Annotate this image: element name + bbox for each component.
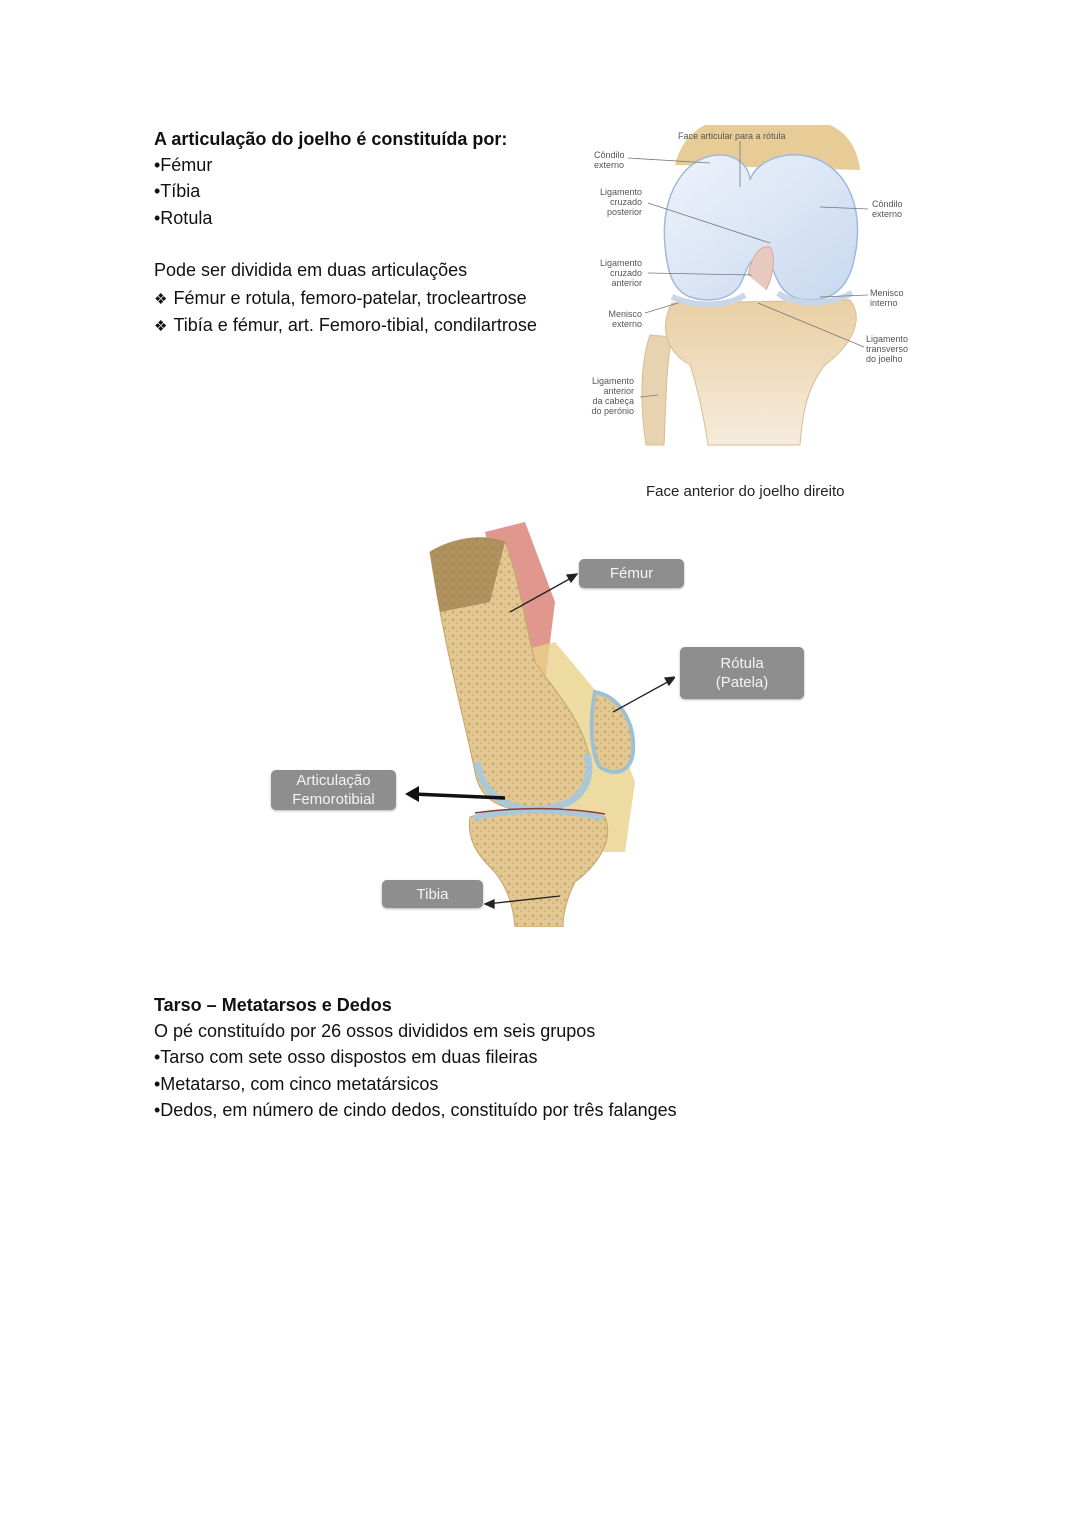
label-ligamento-cruzado-posterior: Ligamento cruzado posterior: [599, 187, 642, 217]
figure1-caption: Face anterior do joelho direito: [646, 483, 845, 500]
tag-femur: Fémur: [579, 559, 684, 588]
label-ligamento-cruzado-anterior: Ligamento cruzado anterior: [599, 258, 642, 288]
tarso-line: •Dedos, em número de cindo dedos, constituído por três falanges: [154, 1100, 677, 1120]
label-condilo-externo-left: Côndilo externo: [594, 150, 625, 170]
tag-tibia: Tibia: [382, 880, 483, 908]
tag-rotula: Rótula (Patela): [680, 647, 804, 699]
tarso-line: O pé constituído por 26 ossos divididos em seis grupos: [154, 1021, 596, 1041]
joints-intro: Pode ser dividida em duas articulações: [154, 260, 468, 280]
label-ligamento-cabeca-peronio: Ligamento anterior da cabeça do perónio: [591, 376, 634, 416]
bone-item-tibia: •Tíbia: [154, 181, 201, 201]
label-ligamento-transverso: Ligamento transverso do joelho: [866, 334, 909, 364]
diamond-bullet-icon: ❖: [154, 318, 168, 335]
joint-text: Fémur e rotula, femoro-patelar, trocleartrose: [173, 288, 527, 308]
bone-item-rotula: •Rotula: [154, 208, 213, 228]
knee-heading: A articulação do joelho é constituída por:: [154, 129, 508, 149]
label-condilo-externo-right: Côndilo externo: [872, 199, 903, 219]
label-menisco-interno: Menisco interno: [870, 288, 904, 308]
bone-item-femur: •Fémur: [154, 155, 213, 175]
joint-item: [154, 285, 527, 313]
tarso-heading: Tarso – Metatarsos e Dedos: [154, 995, 392, 1015]
label-face-articular: Face articular para a rótula: [678, 131, 786, 141]
label-menisco-externo: Menisco externo: [608, 309, 642, 329]
diamond-bullet-icon: ❖: [154, 291, 168, 308]
joint-item: [154, 312, 537, 340]
tarso-line: •Metatarso, com cinco metatársicos: [154, 1074, 439, 1094]
tag-articulacao-femorotibial: Articulação Femorotibial: [271, 770, 396, 810]
joint-text: Tibía e fémur, art. Femoro-tibial, condilartrose: [173, 315, 537, 335]
tarso-line: •Tarso com sete osso dispostos em duas fileiras: [154, 1047, 538, 1067]
